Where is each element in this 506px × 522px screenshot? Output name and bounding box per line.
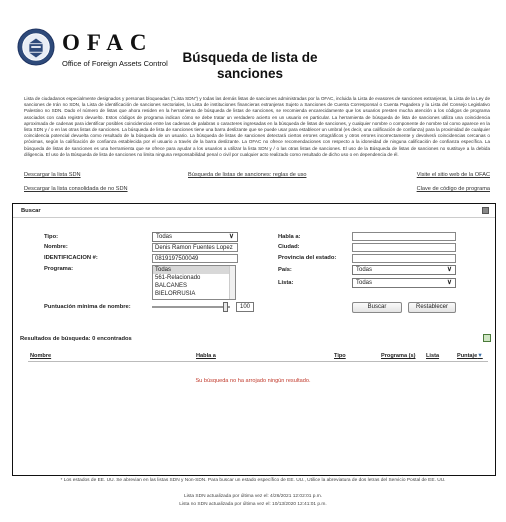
page-title: Búsqueda de lista de sanciones: [182, 50, 318, 81]
min-score-label: Puntuación mínima de nombre:: [44, 304, 131, 310]
column-header-list[interactable]: Lista: [426, 353, 440, 359]
chevron-down-icon: ∨: [228, 233, 234, 240]
column-header-type[interactable]: Tipo: [334, 353, 346, 359]
intro-paragraph: Lista de ciudadanos especialmente designados y personas bloqueadas ("Lista SDN") y todas las demás listas de sanciones administradas por la OFAC, incluida la Lista de evasores de sanciones extranjeras, la Lista de la Ley de sanciones de Irán no SDN, la Lista de identificación de sanciones sectoriales, la Lista de instituciones financieras extranjeras Sujeto a Sanciones de Cuenta Corresponsal o Cuenta Pagadera y la Lista del Consejo Legislativo Palestino no SDN. Dado el número de listas que ahora residen en la herramienta de búsqueda de listas de sanciones, se recomienda encarecidamente que los usuarios presten mucha atención a los códigos de programa asociados con cada registro devuelto. Estos códigos de programa indican cómo se debe tratar un verdadero acierto en un usuario en particular. La herramienta de búsqueda de lista de sanciones utiliza una coincidencia aproximada de cadenas para identificar posibles coincidencias entre las cadenas de palabras o caracteres ingresadas en la búsqueda de listas de sanciones, y cualquier nombre o componente de nombre tal como aparece en la lista SDN y / o en las otras listas de sanciones. La búsqueda de lista de sanciones tiene una barra deslizante que se puede usar para establecer un umbral (es decir, una calificación de confianza) para la proximidad de cualquier coincidencia potencial devuelta como resultado de la búsqueda de un usuario. La búsqueda de listas de sanciones detectará ciertos errores ortográficos y otros errores incorrectamente y devolverá coincidencias cercanas o próximas, según la calificación de confianza establecida por el usuario a través de la barra deslizante. La OFAC no ofrece recomendaciones con respecto a la idoneidad de ninguna calificación de confianza específica. La búsqueda de listas de sanciones es una herramienta que se ofrece para ayudar a los usuarios a utilizar la lista SDN y / o las otras listas de sanciones. El uso de la Búsqueda de listas de sanciones no sustituye a la debida diligencia. El uso de la Búsqueda de lista de sanciones no limita ninguna responsabilidad penal o civil por cualquier acto realizado como resultado de dicho uso o en dependencia de él.: [24, 96, 490, 157]
links-row-2: [24, 186, 490, 195]
program-scrollbar[interactable]: [229, 266, 235, 299]
address-label: Habla a:: [278, 234, 301, 240]
search-panel-title: Buscar: [21, 208, 41, 214]
country-select[interactable]: [352, 265, 456, 275]
program-option[interactable]: Todas: [153, 266, 235, 274]
min-score-slider-thumb[interactable]: [223, 302, 228, 312]
site-header: [0, 0, 506, 80]
sort-down-icon: ▼: [477, 353, 483, 359]
treasury-seal-icon: [17, 28, 55, 66]
program-option[interactable]: BIELORRUSIA: [155, 291, 196, 297]
brand-word: OFAC: [62, 30, 154, 55]
chevron-down-icon: ∨: [446, 279, 452, 286]
list-select-value: Todas: [356, 280, 373, 286]
address-input[interactable]: [352, 232, 456, 241]
collapse-icon[interactable]: [482, 207, 489, 214]
reset-button[interactable]: Restablecer: [408, 302, 456, 313]
city-input[interactable]: [352, 243, 456, 252]
brand-subtitle: Office of Foreign Assets Control: [62, 59, 168, 68]
list-label: Lista:: [278, 280, 294, 286]
state-abbreviation-note: * Los estados de EE. UU. Se abrevian en las listas SDN y Non-SDN. Para buscar un estado específico de EE. UU., Utilice la abreviatura de dos letras del Servicio Postal de EE. UU.: [60, 478, 446, 483]
download-sdn-link[interactable]: Descargar la lista SDN: [24, 172, 81, 178]
type-label: Tipo:: [44, 234, 59, 240]
search-rules-link[interactable]: Búsqueda de listas de sanciones: reglas de uso: [188, 172, 307, 178]
search-panel-header: [13, 204, 495, 218]
export-excel-icon[interactable]: [483, 334, 491, 342]
type-select-value: Todas: [156, 234, 173, 240]
state-input[interactable]: [352, 254, 456, 263]
sdn-updated-text: Lista SDN actualizada por última vez el: 4/26/2021 12:02:01 p.m.: [183, 494, 323, 499]
column-header-score-label: Puntaje: [457, 353, 478, 359]
min-score-slider-track[interactable]: [152, 306, 230, 308]
program-option[interactable]: 561-Relacionado: [155, 275, 201, 281]
id-input[interactable]: 0819197500049: [152, 254, 238, 263]
search-button[interactable]: Buscar: [352, 302, 402, 313]
column-header-name[interactable]: Nombre: [30, 353, 52, 359]
non-sdn-updated-text: Lista no SDN actualizada por última vez el: 10/13/2020 12:41:01 p.m.: [179, 502, 327, 507]
min-score-value[interactable]: 100: [236, 302, 254, 312]
links-row-1: [24, 172, 490, 181]
results-count-label: Resultados de búsqueda: 0 encontrados: [20, 336, 132, 342]
list-select[interactable]: [352, 278, 456, 288]
program-option[interactable]: BALCANES: [155, 283, 188, 289]
country-label: País:: [278, 267, 292, 273]
id-label: IDENTIFICACION #:: [44, 255, 98, 261]
name-input[interactable]: Denis Ramon Fuentes Lopez: [152, 243, 238, 252]
visit-ofac-link[interactable]: Visite el sitio web de la OFAC: [416, 172, 490, 178]
chevron-down-icon: ∨: [446, 266, 452, 273]
type-select[interactable]: [152, 232, 238, 242]
program-label: Programa:: [44, 266, 73, 272]
city-label: Ciudad:: [278, 244, 300, 250]
column-header-score[interactable]: [457, 353, 483, 359]
column-header-address[interactable]: Habla a: [196, 353, 216, 359]
results-header-divider: [28, 361, 488, 362]
program-codes-link[interactable]: Clave de código de programa: [416, 186, 490, 192]
download-consolidated-link[interactable]: Descargar la lista consolidada de no SDN: [24, 186, 128, 192]
program-listbox[interactable]: [152, 265, 236, 300]
state-label: Provincia del estado:: [278, 255, 337, 261]
column-header-programs[interactable]: Programa (s): [381, 353, 416, 359]
name-label: Nombre:: [44, 244, 68, 250]
no-results-message: Su búsqueda no ha arrojado ningún resultado.: [195, 378, 311, 384]
country-select-value: Todas: [356, 267, 373, 273]
